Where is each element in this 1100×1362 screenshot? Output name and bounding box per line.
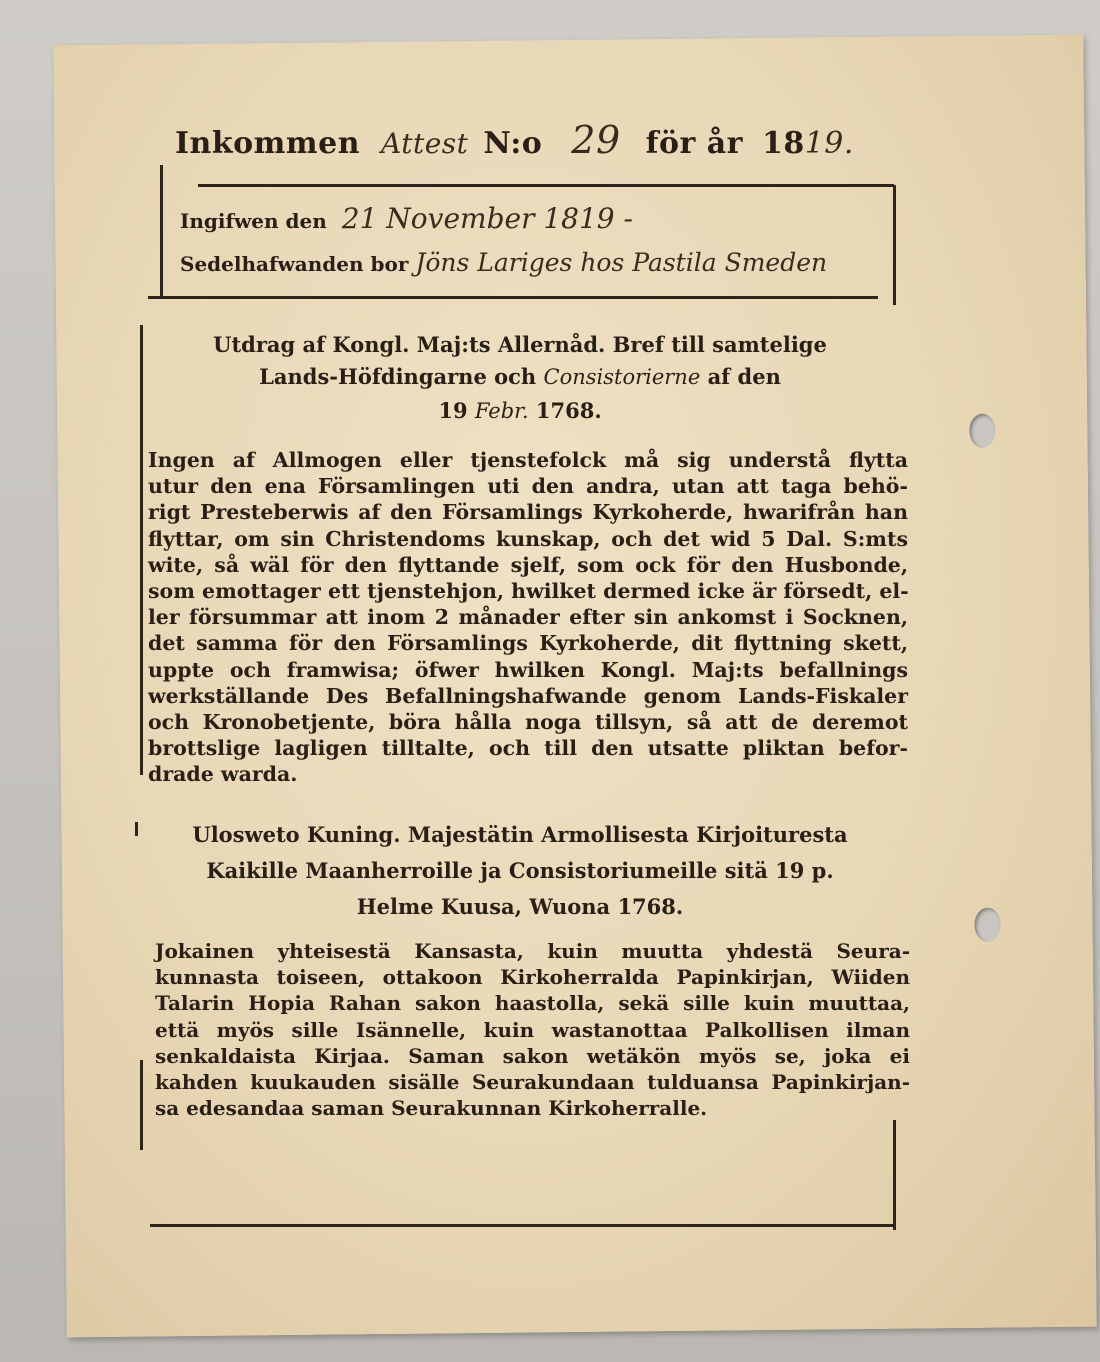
swedish-line: flyttar, om sin Christendoms kunskap, och det wid 5 Dal. S:mts <box>148 526 908 551</box>
swedish-line: brottslige lagligen tilltalte, och till den utsatte pliktan befor- <box>148 736 908 761</box>
swedish-heading-part-b: Consistorierne <box>543 365 701 389</box>
handwritten-year: 19. <box>804 126 854 161</box>
finnish-heading-line2: Kaikille Maanherroille ja Consistoriumeille sitä 19 p. <box>206 858 834 883</box>
punch-hole-top <box>969 414 995 448</box>
swedish-heading-part-a: Lands-Höfdingarne och <box>259 364 537 389</box>
number-label: N:o <box>483 126 543 161</box>
holder-label: Sedelhafwanden bor <box>180 252 409 276</box>
handwritten-number: 29 <box>571 118 621 162</box>
frame-left-top <box>160 165 163 299</box>
swedish-heading-part-c: af den <box>707 364 781 389</box>
holder-row <box>180 248 827 277</box>
holder-value: Jöns Lariges hos Pastila Smeden <box>415 248 828 277</box>
swedish-line: utur den ena Församlingen uti den andra, utan att taga behö- <box>148 474 908 499</box>
swedish-line: rigt Presteberwis af den Församlings Kyrkoherde, hwarifrån han <box>148 500 908 525</box>
finnish-line: senkaldaista Kirjaa. Saman sakon wetäkön myös se, joka ei <box>155 1043 910 1068</box>
swedish-heading-date-day: 19 <box>438 398 468 423</box>
fields-rule <box>148 296 878 299</box>
finnish-heading-line1: Ulosweto Kuning. Majestätin Armollisesta Kirjoituresta <box>192 822 848 847</box>
finnish-line: että myös sille Isännelle, kuin wastanottaa Palkollisen ilman <box>155 1017 910 1042</box>
swedish-paragraph <box>148 447 908 788</box>
margin-mark <box>135 822 138 836</box>
frame-right-bottom <box>893 1120 896 1230</box>
handwritten-attest: Attest <box>380 127 469 160</box>
swedish-heading-line1: Utdrag af Kongl. Maj:ts Allernåd. Bref till samtelige <box>213 332 827 357</box>
swedish-heading-date-month: Febr. <box>474 399 529 423</box>
frame-right-top <box>893 185 896 305</box>
swedish-heading-line3 <box>150 398 890 423</box>
finnish-line: Jokainen yhteisestä Kansasta, kuin muutta yhdestä Seura- <box>155 939 910 963</box>
submitted-row <box>180 202 633 235</box>
swedish-line: wite, så wäl för den flyttande sjelf, som ock för den Husbonde, <box>148 552 908 577</box>
swedish-heading-line2 <box>150 364 890 389</box>
frame-left-bottom <box>140 1060 143 1150</box>
swedish-line: och Kronobetjente, böra hålla noga tillsyn, så att de deremot <box>148 710 908 735</box>
year-prefix: 18 <box>761 126 805 161</box>
finnish-line: kahden kuukauden sisälle Seurakundaan tulduansa Papinkirjan- <box>155 1070 910 1095</box>
swedish-line: som emottager ett tjenstehjon, hwilket dermed icke är försedt, el- <box>148 579 909 604</box>
punch-hole-bottom <box>974 908 1000 942</box>
frame-left-swedish <box>140 325 143 775</box>
submitted-value: 21 November 1819 - <box>341 202 633 235</box>
swedish-line: det samma för den Församlings Kyrkoherde, dit flyttning skett, <box>148 631 908 656</box>
finnish-paragraph <box>155 938 910 1121</box>
swedish-line: werkställande Des Befallningshafwande genom Lands-Fiskaler <box>148 683 908 708</box>
submitted-label: Ingifwen den <box>180 209 327 233</box>
swedish-heading-date-year: 1768. <box>535 398 602 423</box>
swedish-line: drade warda. <box>148 762 298 787</box>
title-prefix: Inkommen <box>175 126 361 161</box>
finnish-line: Talarin Hopia Rahan sakon haastolla, sekä sille kuin muuttaa, <box>155 991 910 1016</box>
document-title <box>175 118 875 162</box>
bottom-rule <box>150 1224 895 1227</box>
finnish-line: sa edesandaa saman Seurakunnan Kirkoherralle. <box>155 1096 708 1121</box>
swedish-line: ler försummar att inom 2 månader efter sin ankomst i Socknen, <box>148 605 908 630</box>
title-rule <box>198 184 894 187</box>
year-label: för år <box>645 126 743 161</box>
swedish-line: Ingen af Allmogen eller tjenstefolck må sig understå flytta <box>148 448 908 472</box>
finnish-heading-line3: Helme Kuusa, Wuona 1768. <box>356 894 684 919</box>
swedish-line: uppte och framwisa; öfwer hwilken Kongl. Maj:ts befallnings <box>148 657 908 682</box>
finnish-line: kunnasta toiseen, ottakoon Kirkoherralda Papinkirjan, Wiiden <box>155 965 910 990</box>
